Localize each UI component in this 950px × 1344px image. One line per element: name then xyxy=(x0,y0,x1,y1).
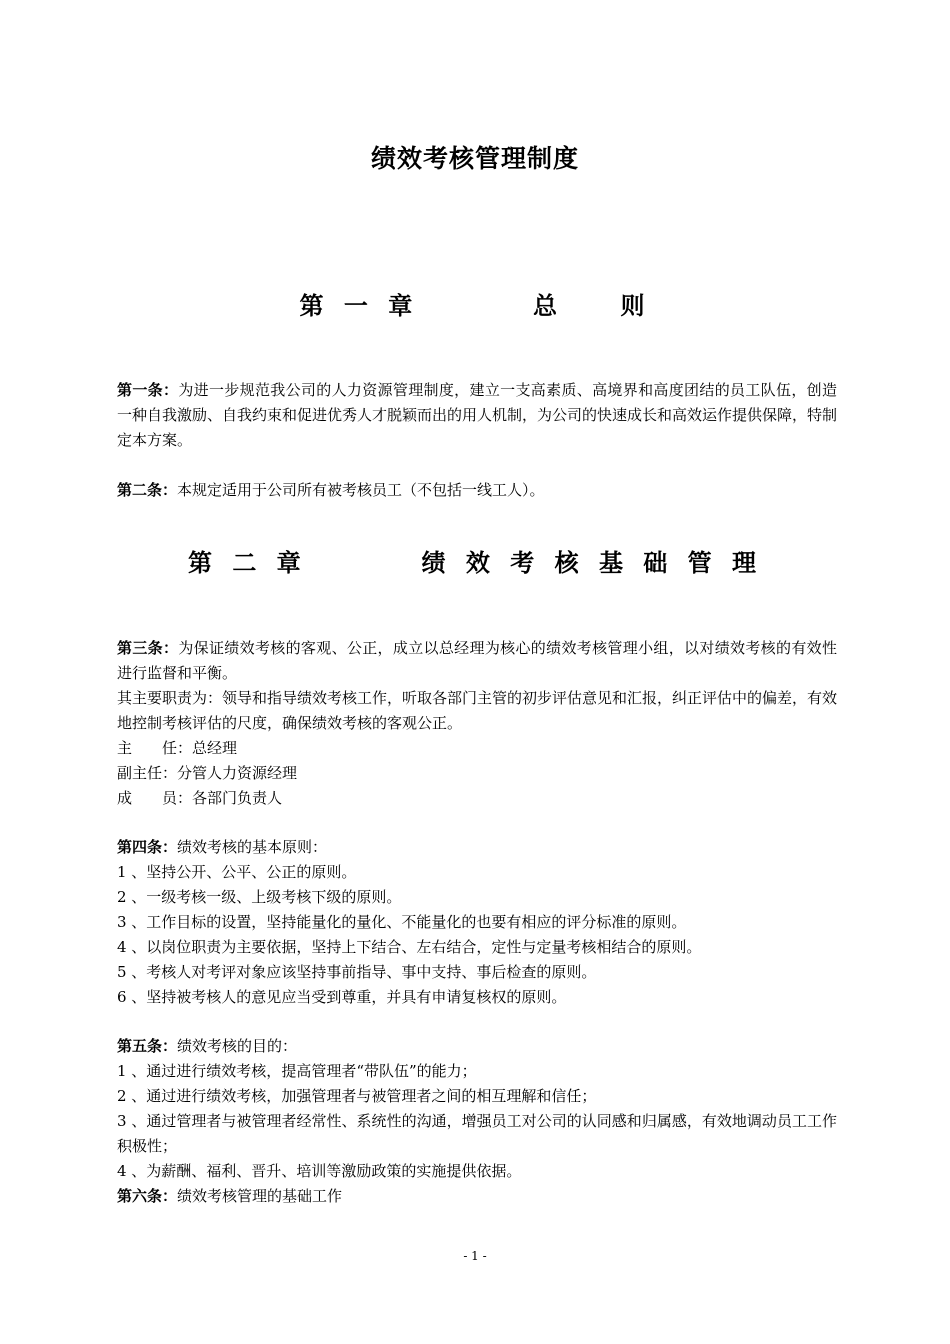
article-2 xyxy=(117,478,837,503)
article-1-text: 为进一步规范我公司的人力资源管理制度，建立一支高素质、高境界和高度团结的员工队伍，创造一种自我激励、自我约束和促进优秀人才脱颖而出的用人机制，为公司的快速成长和高效运作提供保障，特制定本方案。 xyxy=(117,381,838,449)
article-4-text: 绩效考核的基本原则： xyxy=(177,838,328,856)
list-item: 1 、通过进行绩效考核，提高管理者“带队伍”的能力； xyxy=(117,1062,477,1080)
article-3 xyxy=(117,636,837,686)
article-6-text: 绩效考核管理的基础工作 xyxy=(177,1187,343,1205)
article-3-label: 第三条： xyxy=(117,639,179,657)
spacer xyxy=(117,453,837,478)
list-item: 4 、为薪酬、福利、晋升、培训等激励政策的实施提供依据。 xyxy=(117,1162,522,1180)
article-3-duties: 其主要职责为：领导和指导绩效考核工作，听取各部门主管的初步评估意见和汇报，纠正评估中的偏差，有效地控制考核评估的尺度，确保绩效考核的客观公正。 xyxy=(117,689,838,732)
list-item: 3 、工作目标的设置，坚持能量化的量化、不能量化的也要有相应的评分标准的原则。 xyxy=(117,913,687,931)
chapter-1-body xyxy=(117,378,837,503)
member-director: 主 任：总经理 xyxy=(117,739,238,757)
list-item: 2 、通过进行绩效考核，加强管理者与被管理者之间的相互理解和信任； xyxy=(117,1087,597,1105)
list-item: 3 、通过管理者与被管理者经常性、系统性的沟通，增强员工对公司的认同感和归属感，有效地调动员工工作积极性； xyxy=(117,1112,837,1155)
article-6-label: 第六条： xyxy=(117,1187,178,1205)
list-item: 6 、坚持被考核人的意见应当受到尊重，并具有申请复核权的原则。 xyxy=(117,988,567,1006)
article-2-label: 第二条： xyxy=(117,481,178,499)
list-item: 5 、考核人对考评对象应该坚持事前指导、事中支持、事后检查的原则。 xyxy=(117,963,597,981)
article-5-label: 第五条： xyxy=(117,1037,178,1055)
member-deputy: 副主任：分管人力资源经理 xyxy=(117,764,298,782)
article-4-label: 第四条： xyxy=(117,838,178,856)
chapter-2-heading: 第 二 章 绩 效 考 核 基 础 管 理 xyxy=(187,549,763,577)
list-item: 2 、一级考核一级、上级考核下级的原则。 xyxy=(117,888,402,906)
article-3-text: 为保证绩效考核的客观、公正，成立以总经理为核心的绩效考核管理小组，以对绩效考核的有效性进行监督和平衡。 xyxy=(117,639,837,682)
list-item: 1 、坚持公开、公平、公正的原则。 xyxy=(117,863,357,881)
spacer xyxy=(117,1010,837,1034)
list-item: 4 、以岗位职责为主要依据，坚持上下结合、左右结合，定性与定量考核相结合的原则。 xyxy=(117,938,702,956)
article-1-label: 第一条： xyxy=(117,381,179,399)
chapter-1-heading: 第 一 章 总 则 xyxy=(299,292,651,320)
spacer xyxy=(117,811,837,835)
article-5-text: 绩效考核的目的： xyxy=(177,1037,298,1055)
page-number: - 1 - xyxy=(463,1249,487,1263)
article-2-text: 本规定适用于公司所有被考核员工（不包括一线工人）。 xyxy=(177,481,545,499)
chapter-2-body xyxy=(117,636,837,1209)
article-1 xyxy=(117,378,837,453)
member-members: 成 员：各部门负责人 xyxy=(117,789,283,807)
article-4 xyxy=(117,835,837,860)
document-title: 绩效考核管理制度 xyxy=(370,144,579,173)
article-6 xyxy=(117,1184,837,1209)
article-5 xyxy=(117,1034,837,1059)
